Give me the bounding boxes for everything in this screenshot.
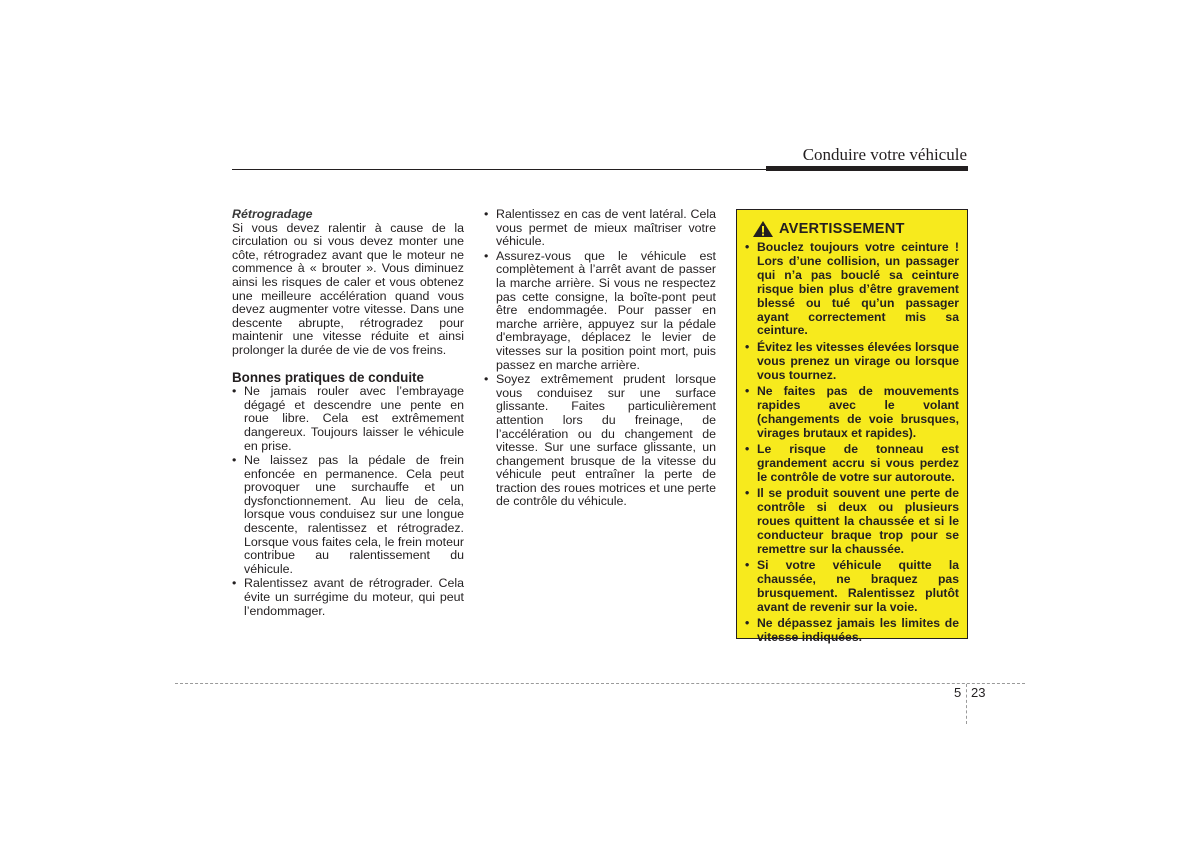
warning-item: • Bouclez toujours votre ceinture ! Lors d’une collision, un passager qui n’a pas bouclé sa ceinture risque bien plus d’être gravement blessé ou tué qu’un passager ayant correctement mis sa ceinture. [744,241,959,338]
warning-triangle-icon [752,220,774,238]
driving-tips-list [232,385,464,618]
list-item: • Ne jamais rouler avec l’embrayage dégagé et descendre une pente en roue libre. Cela est extrêmement dangereux. Toujours laisser le véhicule en prise. [232,385,464,453]
warning-item: • Ne faites pas de mouvements rapides avec le volant (changements de voie brusques, virages brutaux et rapides). [744,385,959,441]
middle-column [484,208,716,510]
warning-item: • Évitez les vitesses élevées lorsque vous prenez un virage ou lorsque vous tournez. [744,341,959,383]
warning-title: AVERTISSEMENT [779,221,905,237]
footer-vertical-divider [966,684,967,724]
list-item: • Ralentissez avant de rétrograder. Cela évite un surrégime du moteur, qui peut l’endommager. [232,577,464,618]
warning-item: • Il se produit souvent une perte de contrôle si deux ou plusieurs roues quittent la chaussée et si le conducteur braque trop pour se remettre sur la chaussée. [744,487,959,557]
warning-item: • Ne dépassez jamais les limites de vitesse indiquées. [744,617,959,645]
warning-item: • Le risque de tonneau est grandement accru si vous perdez le contrôle de votre sur autoroute. [744,443,959,485]
footer-divider [175,683,1025,684]
section-heading-bonnes-pratiques: Bonnes pratiques de conduite [232,369,424,385]
list-item: • Assurez-vous que le véhicule est complètement à l’arrêt avant de passer la marche arrière. Si vous ne respectez pas cette consigne, la boîte-pont peut être endommagée. Pour passer en marche arrière, appuyez sur la pédale d'embrayage, déplacez le levier de vitesses sur la position point mort, puis passez en marche arrière. [484,250,716,372]
warning-item: • Si votre véhicule quitte la chaussée, ne braquez pas brusquement. Ralentissez plutôt avant de revenir sur la voie. [744,559,959,615]
retrogradage-paragraph: Si vous devez ralentir à cause de la circulation ou si vous devez monter une côte, rétrogradez avant que le moteur ne commence à « brouter ». Vous diminuez ainsi les risques de caler et vous obtenez une meilleure accélération quand vous devez augmenter votre vitesse. Dans une descente abrupte, rétrogradez pour maintenir une vitesse réduite et ainsi prolonger la durée de vie de vos freins. [232,220,464,357]
page-header-title: Conduire votre véhicule [802,145,967,164]
driving-tips-list-continued [484,208,716,509]
warning-header [752,220,959,238]
warning-box [736,209,968,644]
header-rule [232,169,766,170]
page-number: 23 [971,685,986,700]
header-rule-accent [766,166,968,171]
chapter-number: 5 [954,685,962,700]
list-item: • Soyez extrêmement prudent lorsque vous conduisez sur une surface glissante. Faites particulièrement attention lors du freinage, de l’accélération ou du changement de vitesse. Sur une surface glissante, un changement brusque de la vitesse du véhicule peut entraîner la perte de traction des roues motrices et une perte de contrôle du véhicule. [484,373,716,509]
subheading-retrogradage: Rétrogradage [232,207,313,221]
warning-list [744,241,959,645]
left-column [232,208,464,619]
list-item: • Ne laissez pas la pédale de frein enfoncée en permanence. Cela peut provoquer une surchauffe et un dysfonctionnement. Au lieu de cela, lorsque vous conduisez sur une longue descente, ralentissez et rétrogradez. Lorsque vous faites cela, le frein moteur contribue au ralentissement du véhicule. [232,454,464,576]
list-item: • Ralentissez en cas de vent latéral. Cela vous permet de mieux maîtriser votre véhicule. [484,208,716,249]
